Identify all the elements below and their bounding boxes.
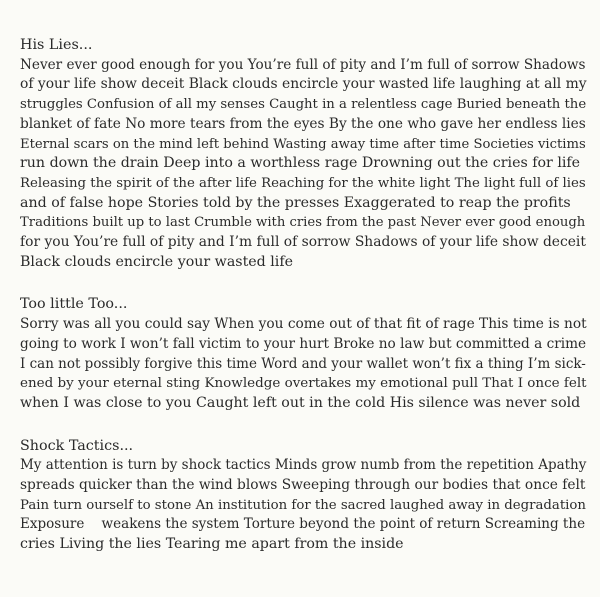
lyric-line: Traditions built up to last Crumble with cries from the past Never ever good enough <box>20 215 586 231</box>
lyric-line: Eternal scars on the mind left behind Wasting away time after time Societies victims <box>20 136 586 152</box>
lyric-line: I can not possibly forgive this time Word and your wallet won’t fix a thing I’m sick- <box>20 355 586 372</box>
lyric-line: Pain turn ourself to stone An institution for the sacred laughed away in degradation <box>20 497 586 513</box>
lyric-line: and of false hope Stories told by the presses Exaggerated to reap the profits <box>20 194 571 211</box>
lyrics-page <box>20 36 590 578</box>
lyric-line: Exposure weakens the system Torture beyond the point of return Screaming the <box>20 516 586 533</box>
lyric-section-shock-tactics <box>20 437 590 555</box>
lyric-line: going to work I won’t fall victim to your hurt Broke no law but committed a crime <box>20 335 587 352</box>
lyric-line: run down the drain Deep into a worthless rage Drowning out the cries for life <box>20 155 581 172</box>
section-title: Shock Tactics... <box>20 437 134 454</box>
lyric-line: My attention is turn by shock tactics Minds grow numb from the repetition Apathy <box>20 457 587 474</box>
lyric-line: for you You’re full of pity and I’m full of sorrow Shadows of your life show deceit <box>20 234 586 251</box>
lyric-section-his-lies <box>20 36 590 272</box>
lyric-line: struggles Confusion of all my senses Caught in a relentless cage Buried beneath the <box>20 97 587 113</box>
lyric-line: Sorry was all you could say When you come out of that fit of rage This time is not <box>20 316 587 333</box>
lyric-section-too-little-too <box>20 295 590 413</box>
lyric-line: spreads quicker than the wind blows Sweeping through our bodies that once felt <box>20 477 586 494</box>
lyric-line: Releasing the spirit of the after life Reaching for the white light The light full of lies <box>20 175 586 191</box>
lyric-line: Black clouds encircle your wasted life <box>20 253 293 270</box>
lyric-line: of your life show deceit Black clouds encircle your wasted life laughing at all my <box>20 76 587 93</box>
lyric-line: blanket of fate No more tears from the eyes By the one who gave her endless lies <box>20 115 586 132</box>
section-title: Too little Too... <box>20 296 128 313</box>
lyric-line: Never ever good enough for you You’re full of pity and I’m full of sorrow Shadows <box>20 56 586 73</box>
lyric-line: cries Living the lies Tearing me apart from the inside <box>20 536 404 553</box>
lyric-line: ened by your eternal sting Knowledge overtakes my emotional pull That I once felt <box>20 375 587 392</box>
lyric-line: when I was close to you Caught left out in the cold His silence was never sold <box>20 394 581 411</box>
section-title: His Lies... <box>20 37 93 53</box>
